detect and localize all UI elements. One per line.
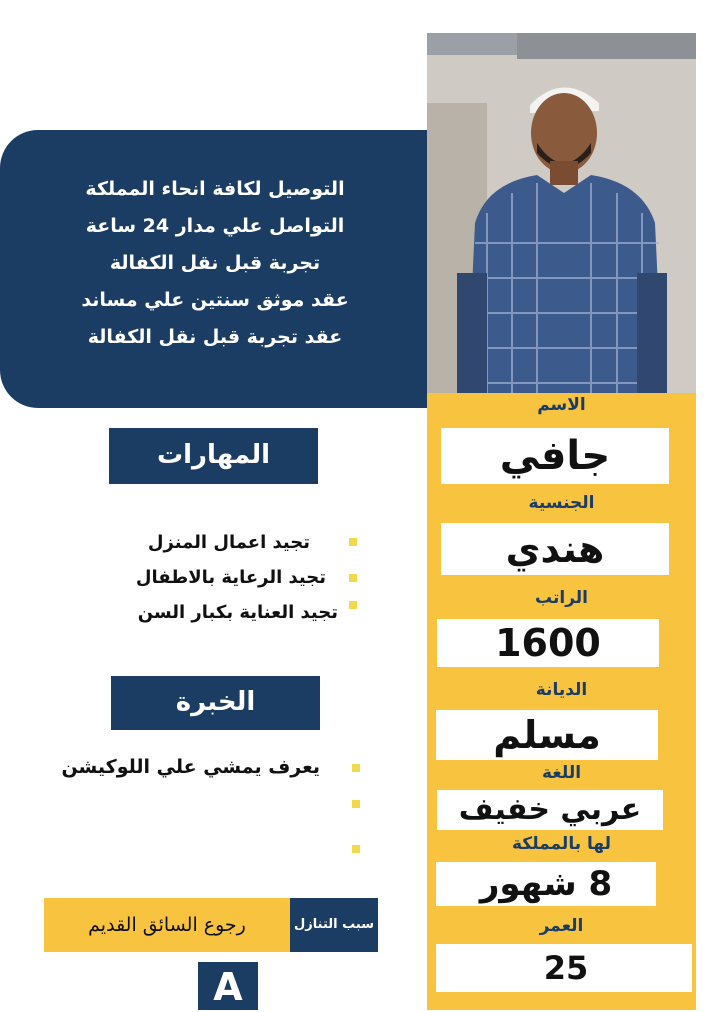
language-label: اللغة	[541, 763, 582, 783]
code-badge: A	[198, 962, 258, 1010]
skills-title: المهارات	[109, 428, 318, 484]
nationality-value: هندي	[505, 527, 605, 571]
services-banner	[0, 130, 430, 408]
language-value: عربي خفيف	[458, 792, 642, 827]
bullet-icon	[352, 845, 360, 853]
banner-line: تجربة قبل نقل الكفالة	[109, 252, 321, 274]
religion-value: مسلم	[493, 713, 601, 757]
banner-line: التوصيل لكافة انحاء المملكة	[85, 178, 345, 200]
experience-item: يعرف يمشي علي اللوكيشن	[61, 756, 320, 778]
in-kingdom-value: 8 شهور	[479, 864, 613, 904]
bullet-icon	[352, 764, 360, 772]
banner-line: عقد تجربة قبل نقل الكفالة	[87, 326, 343, 348]
religion-label: الديانة	[535, 680, 588, 700]
skill-item: تجيد العناية بكبار السن	[137, 602, 338, 623]
bullet-icon	[349, 574, 357, 582]
reason-value: رجوع السائق القديم	[88, 914, 246, 936]
nationality-label: الجنسية	[528, 493, 595, 513]
bullet-icon	[349, 601, 357, 609]
skill-item: تجيد الرعاية بالاطفال	[135, 567, 326, 588]
in-kingdom-label: لها بالمملكة	[512, 834, 611, 854]
age-value: 25	[543, 949, 589, 987]
reason-label: سبب التنازل	[290, 898, 378, 952]
experience-title: الخبرة	[111, 676, 320, 730]
banner-line: عقد موثق سنتين علي مساند	[81, 289, 349, 311]
worker-photo	[427, 33, 696, 395]
name-label: الاسم	[537, 395, 586, 415]
salary-label: الراتب	[535, 588, 588, 608]
banner-line: التواصل علي مدار 24 ساعة	[85, 215, 345, 237]
skill-item: تجيد اعمال المنزل	[147, 532, 310, 553]
bullet-icon	[349, 538, 357, 546]
bullet-icon	[352, 800, 360, 808]
name-value: جافي	[499, 433, 611, 479]
salary-value: 1600	[495, 621, 601, 665]
age-label: العمر	[539, 916, 584, 936]
